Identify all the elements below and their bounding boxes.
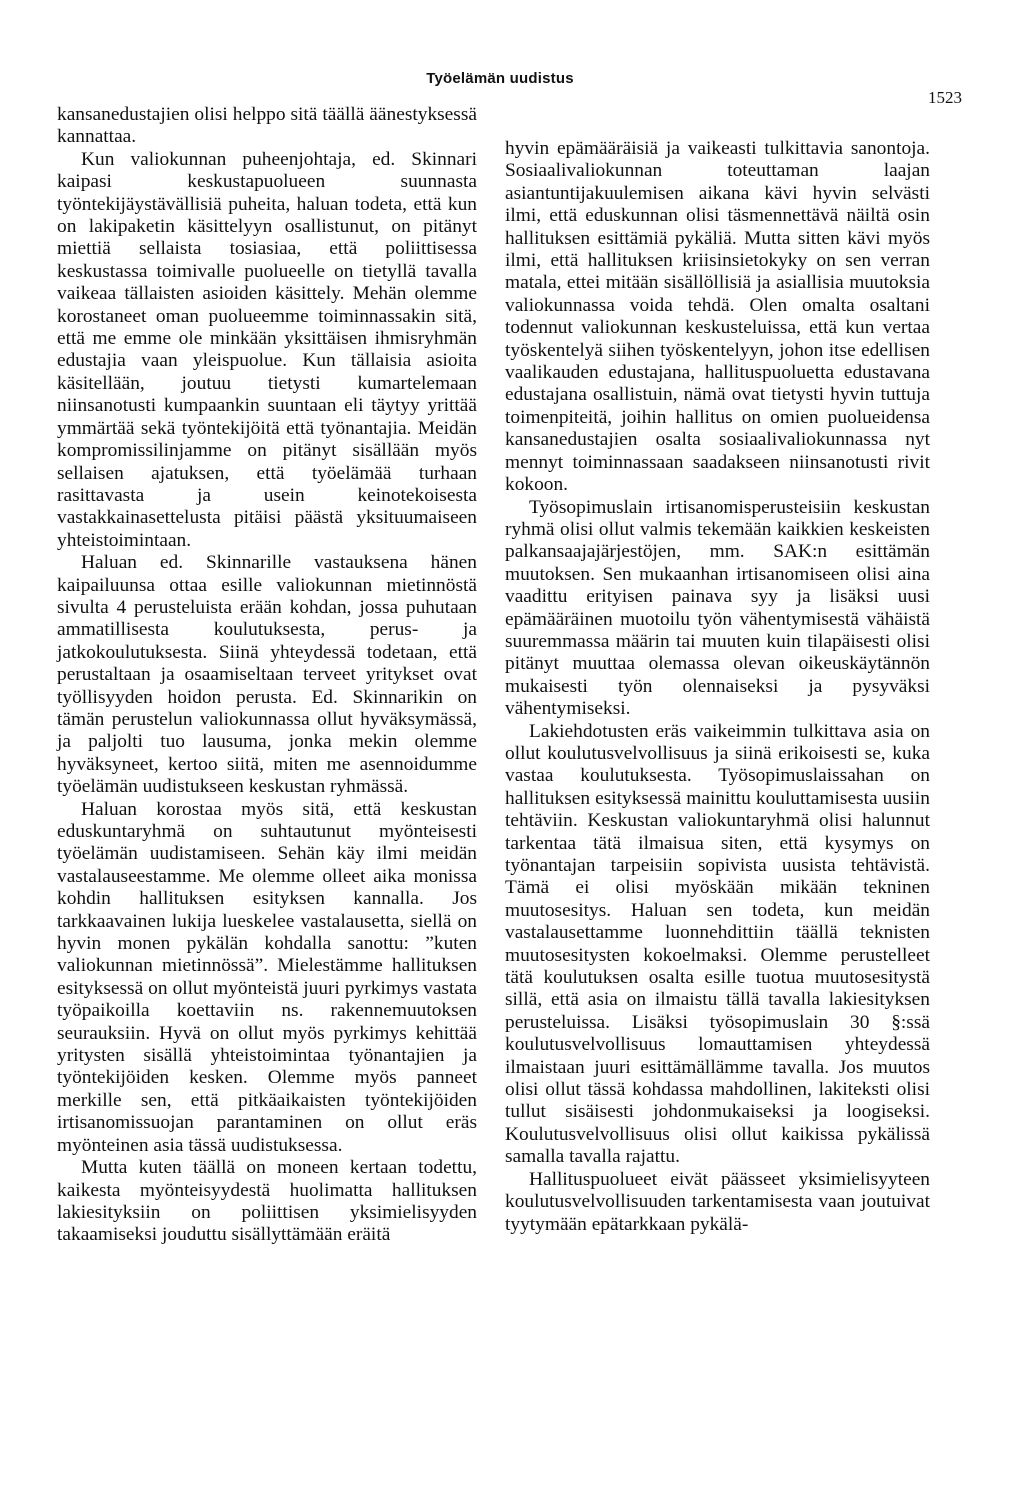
paragraph: Haluan ed. Skinnarille vastauksena hänen kaipailuunsa ottaa esille valiokunnan mietinnöstä sivulta 4 perusteluista erään kohdan, jossa puhutaan ammatillisesta koulutuksesta, perus- ja jatkokoulutuksesta. Siinä yhteydessä todetaan, että perustaltaan ja osaamiseltaan terveet yritykset ovat työllisyyden hoidon perusta. Ed. Skinnarikin on tämän perustelun valiokunnassa ollut hyväksymässä, ja paljolti tuo lausuma, jonka mekin olemme hyväksyneet, kertoo siitä, miten me asennoidumme työelämän uudistukseen keskustan ryhmässä.: [57, 552, 477, 798]
paragraph: Työsopimuslain irtisanomisperusteisiin keskustan ryhmä olisi ollut valmis tekemään kaikkien keskeisten palkansaajajärjestöjen, mm. SAK:n esittämän muutoksen. Sen mukaanhan irtisanomiseen olisi aina vaadittu erityisen painava syy ja lisäksi uusi epämääräinen muotoilu työn vähentymisestä vähäistä suuremmassa määrin tai muuten kuin tilapäisesti olisi pitänyt muuttaa olemassa olevan oikeuskäytännön mukaisesti työn olennaiseksi ja pysyväksi vähentymiseksi.: [505, 496, 930, 720]
paragraph: Kun valiokunnan puheenjohtaja, ed. Skinnari kaipasi keskustapuolueen suunnasta työntekijäystävällisiä puheita, haluan todeta, että kun on lakipaketin käsittelyyn osallistunut, on pitänyt miettiä sellaista tosiasiaa, että poliittisessa keskustassa toimivalle puolueelle on tietyllä tavalla vaikeaa tällaisten asioiden käsittely. Mehän olemme korostaneet oman puolueemme toiminnassakin sitä, että me emme ole minkään yksittäisen ihmisryhmän edustajia vaan yleispuolue. Kun tällaisia asioita käsitellään, joutuu tietysti kumartelemaan niinsanotusti kumpaankin suuntaan eli täytyy yrittää ymmärtää sekä työntekijöitä että työnantajia. Meidän kompromissilinjamme on pitänyt sisällään myös sellaisen ajatuksen, että työelämää turhaan rasittavasta ja usein keinotekoisesta vastakkainasettelusta pitäisi päästä yksituumaiseen yhteistoimintaan.: [57, 148, 477, 551]
paragraph: Hallituspuolueet eivät päässeet yksimielisyyteen koulutusvelvollisuuden tarkentamisesta vaan joutuivat tyytymään epätarkkaan pykälä-: [505, 1168, 930, 1235]
right-column: [505, 138, 930, 1236]
left-column: [57, 104, 477, 1247]
paragraph: kansanedustajien olisi helppo sitä täällä äänestyksessä kannattaa.: [57, 104, 477, 148]
paragraph: Lakiehdotusten eräs vaikeimmin tulkittava asia on ollut koulutusvelvollisuus ja siinä erikoisesti se, kuka vastaa koulutuksesta. Työsopimuslaissahan on hallituksen esityksessä mainittu kouluttamisesta uusiin tehtäviin. Keskustan valiokuntaryhmä olisi halunnut tarkentaa tätä ilmaisua siten, että kysymys on työnantajan tarpeisiin sopivista uusista tehtävistä. Tämä ei olisi myöskään mikään tekninen muutosesitys. Haluan sen todeta, kun meidän vastalausettamme luonnehdittiin täällä teknisten muutosesitysten kokoelmaksi. Olemme perustelleet tätä koulutuksen osalta esille tuotua muutosesitystä sillä, että asia on ilmaistu tällä tavalla lakiesityksen perusteluissa. Lisäksi työsopimuslain 30 §:ssä koulutusvelvollisuus lomauttamisen yhteydessä ilmaistaan juuri esittämällämme tavalla. Jos muutos olisi ollut tässä kohdassa mahdollinen, lakiteksti olisi tullut sisäisesti johdonmukaiseksi ja loogiseksi. Koulutusvelvollisuus olisi ollut kaikissa pykälissä samalla tavalla rajattu.: [505, 720, 930, 1168]
paragraph: hyvin epämääräisiä ja vaikeasti tulkittavia sanontoja. Sosiaalivaliokunnan toteuttaman laajan asiantuntijakuulemisen aikana kävi hyvin selvästi ilmi, että eduskunnan olisi täsmennettävä näiltä osin hallituksen esittämiä pykäliä. Mutta sitten kävi myös ilmi, että hallituksen kriisinsietokyky on sen verran matala, ettei mitään sisällöllisiä ja asiallisia muutoksia valiokunnassa voida tehdä. Olen omalta osaltani todennut valiokunnan keskusteluissa, että kun vertaa työskentelyä siihen työskentelyyn, johon itse edellisen vaalikauden edustajana, hallituspuoluetta edustavana edustajana osallistuin, nämä ovat tietysti hyvin tuttuja toimenpiteitä, joihin hallitus on omien puolueidensa kansanedustajien osalta sosiaalivaliokunnassa nyt mennyt toiminnassaan saadakseen niinsanotusti rivit kokoon.: [505, 138, 930, 496]
running-head: Työelämän uudistus: [426, 70, 574, 87]
paragraph: Mutta kuten täällä on moneen kertaan todettu, kaikesta myönteisyydestä huolimatta hallituksen lakiesityksiin on poliittisen yksimielisyyden takaamiseksi jouduttu sisällyttämään eräitä: [57, 1157, 477, 1246]
page-number: 1523: [928, 88, 962, 107]
paragraph: Haluan korostaa myös sitä, että keskustan eduskuntaryhmä on suhtautunut myönteisesti työelämän uudistamiseen. Sehän käy ilmi meidän vastalauseestamme. Me olemme olleet aika monissa kohdin hallituksen esityksen kannalla. Jos tarkkaavainen lukija lueskelee vastalausetta, siellä on hyvin monen pykälän kohdalla sanottu: ”kuten valiokunnan mietinnössä”. Mielestämme hallituksen esityksessä on ollut myönteistä juuri pyrkimys vastata työpaikoilla koettaviin ns. rakennemuutoksen seurauksiin. Hyvä on ollut myös pyrkimys kehittää yritysten sisällä yhteistoimintaa työnantajien ja työntekijöiden kesken. Olemme myös panneet merkille sen, että pitkäaikaisten työntekijöiden irtisanomissuojan parantaminen on ollut eräs myönteinen asia tässä uudistuksessa.: [57, 798, 477, 1156]
